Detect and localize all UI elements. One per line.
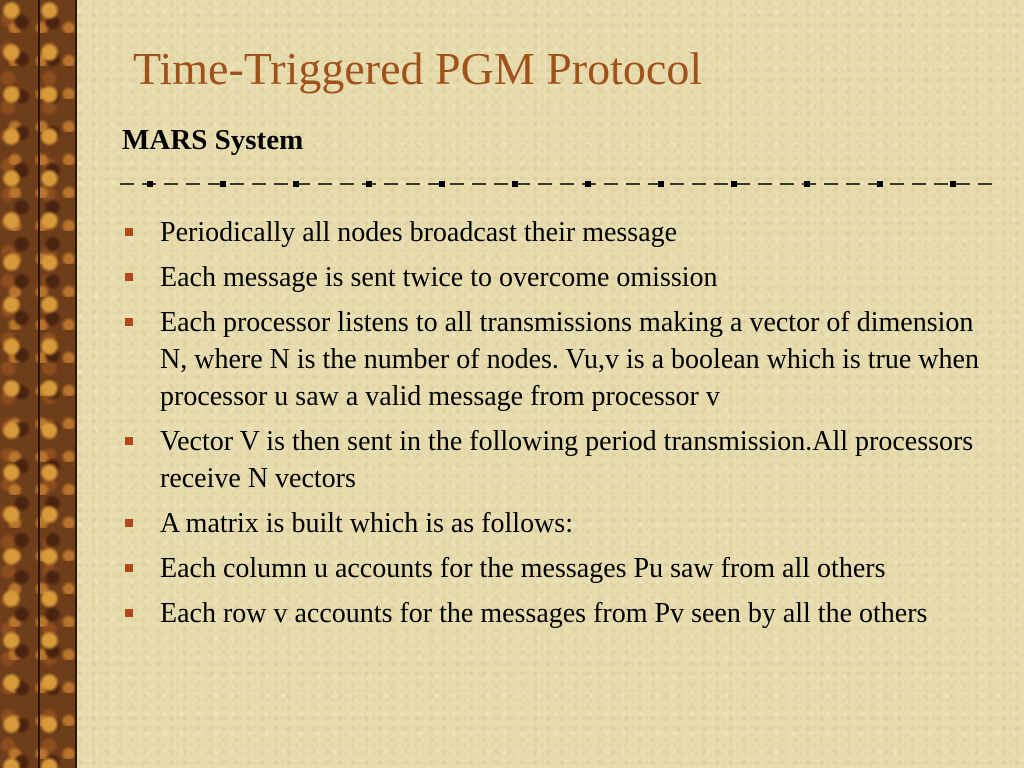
bullet-text: Each processor listens to all transmissions making a vector of dimension N, where N is the number of nodes. Vu,v is a boolean which is true when processor u saw a valid message from processor v (160, 307, 979, 412)
divider-dot (658, 181, 664, 187)
bullet-item (120, 214, 980, 251)
decorative-side-strip (0, 0, 77, 768)
bullet-text: Each row v accounts for the messages from Pv seen by all the others (160, 598, 928, 629)
slide-title: Time-Triggered PGM Protocol (133, 43, 703, 94)
bullet-text: Vector V is then sent in the following period transmission.All processors receive N vectors (160, 426, 974, 494)
strip-divider-line (75, 0, 77, 768)
divider-dot (439, 181, 445, 187)
divider-dot (366, 181, 372, 187)
divider-dot (293, 181, 299, 187)
square-bullet-icon (125, 228, 133, 236)
bullet-text: Each column u accounts for the messages Pu saw from all others (160, 553, 886, 584)
slide-subtitle: MARS System (122, 124, 304, 156)
square-bullet-icon (125, 564, 133, 572)
bullet-item (120, 423, 980, 497)
divider-dot (950, 181, 956, 187)
square-bullet-icon (125, 609, 133, 617)
square-bullet-icon (125, 437, 133, 445)
divider-dot (147, 181, 153, 187)
divider-dot (804, 181, 810, 187)
bullet-item (120, 505, 980, 542)
bullet-item (120, 550, 980, 587)
bullet-list (120, 214, 980, 640)
bullet-item (120, 304, 980, 415)
square-bullet-icon (125, 519, 133, 527)
bullet-item (120, 259, 980, 296)
divider-dot (220, 181, 226, 187)
divider-dot (585, 181, 591, 187)
bullet-text: Each message is sent twice to overcome omission (160, 262, 718, 293)
dashed-divider (120, 176, 992, 192)
divider-dot (877, 181, 883, 187)
divider-dot (512, 181, 518, 187)
square-bullet-icon (125, 318, 133, 326)
divider-dot (731, 181, 737, 187)
bullet-text: A matrix is built which is as follows: (160, 508, 573, 539)
square-bullet-icon (125, 273, 133, 281)
strip-divider-line (38, 0, 40, 768)
bullet-item (120, 595, 980, 632)
bullet-text: Periodically all nodes broadcast their message (160, 217, 678, 248)
